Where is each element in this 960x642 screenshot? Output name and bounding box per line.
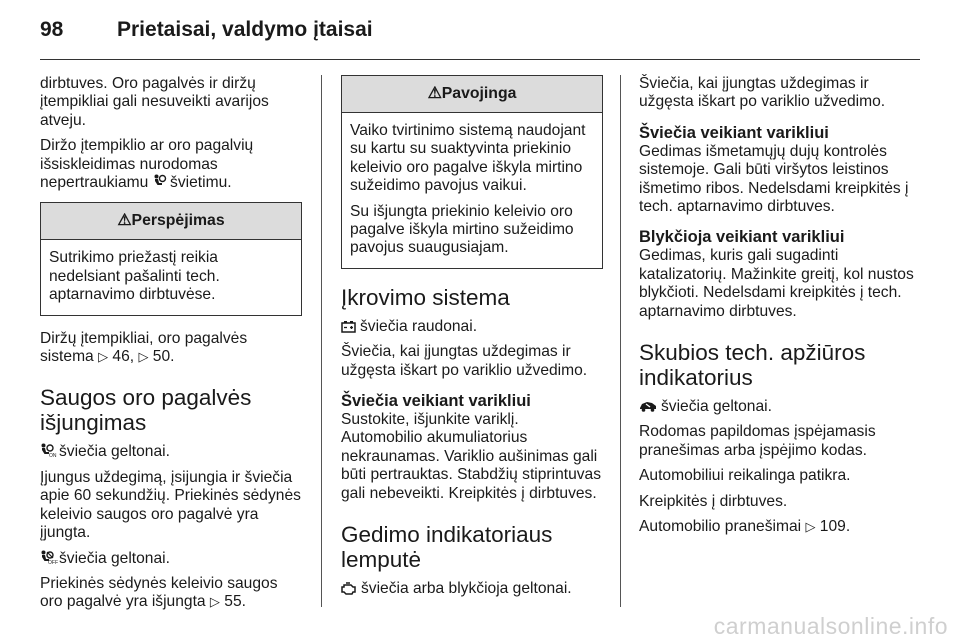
page-number: 98: [40, 18, 64, 41]
section-heading: Įkrovimo sistema: [341, 284, 510, 310]
paragraph: Diržų įtempikliai, oro pagalvės sistema ▷ 46, ▷ 50.: [40, 329, 248, 366]
paragraph: Priekinės sėdynės keleivio saugos oro pagalvė yra išjungta ▷ 55.: [40, 574, 278, 611]
section-heading: Gedimo indikatoriaus lemputė: [341, 522, 553, 573]
paragraph: Įjungus uždegimą, įsijungia ir šviečia apie 60 sekundžių. Priekinės sėdynės keleivio saugos oro pagalvė yra įjungta.: [40, 468, 301, 542]
paragraph: Kreipkitės į dirbtuves.: [639, 492, 788, 510]
paragraph: Automobilio pranešimai ▷ 109.: [639, 518, 851, 536]
danger-text: Su išjungta priekinio keleivio oro pagalve iškyla mirtino sužeidimo pavojus suaugusiajam.: [350, 202, 574, 257]
watermark: carmanualsonline.info: [713, 613, 948, 639]
airbag-icon: [153, 174, 166, 189]
page-header: [0, 0, 960, 60]
column-3: [639, 75, 920, 544]
svg-text:ON: ON: [49, 453, 57, 460]
paragraph: šviečia raudonai.: [341, 318, 603, 336]
warning-icon: ⚠: [427, 85, 442, 102]
column-divider-2: [620, 75, 621, 607]
column-divider-1: [321, 75, 322, 607]
subsection-heading: Blykčioja veikiant varikliui: [639, 228, 845, 247]
paragraph: šviečia arba blykčioja geltonai.: [341, 580, 603, 598]
svg-text:OFF: OFF: [48, 559, 58, 566]
warning-header: ⚠Perspėjimas: [41, 203, 301, 240]
header-rule: [40, 59, 920, 60]
page-reference[interactable]: 50: [152, 348, 171, 366]
engine-icon: [341, 582, 357, 595]
paragraph: Rodomas papildomas įspėjamasis pranešimas arba įspėjimo kodas.: [639, 423, 876, 459]
column-1: [40, 75, 302, 619]
paragraph: šviečia geltonai.: [639, 398, 920, 416]
paragraph: Sustokite, išjunkite variklį. Automobilio akumuliatorius nekraunamas. Variklio aušinimas gali būti pertrauktas. Stabdžių stiprintuvas gali nebeveikti. Kreipkitės į dirbtuves.: [341, 411, 602, 502]
paragraph: Automobiliui reikalinga patikra.: [639, 467, 851, 485]
danger-text: Vaiko tvirtinimo sistemą naudojant su kartu su suaktyvinta priekinio keleivio oro pagalve iškyla mirtino sužeidimo pavojus vaikui.: [350, 122, 586, 195]
page-reference-icon: ▷: [138, 349, 149, 365]
paragraph: Gedimas, kuris gali sugadinti katalizatorių. Mažinkite greitį, kol nustos blykčioti. Nedelsdami kreipkitės į tech. aptarnavimo dirbtuves.: [639, 247, 914, 320]
subsection-heading: Šviečia veikiant varikliui: [341, 392, 531, 411]
paragraph: Diržo įtempiklio ar oro pagalvių išsiskleidimas nurodomas nepertraukiamu švietimu.: [40, 137, 254, 192]
paragraph: dirbtuves. Oro pagalvės ir diržų įtempikliai gali nesuveikti avarijos atveju.: [40, 75, 269, 129]
danger-header: ⚠Pavojinga: [342, 76, 602, 113]
warning-icon: ⚠: [117, 212, 132, 230]
paragraph: Šviečia, kai įjungtas uždegimas ir užgęsta iškart po variklio užvedimo.: [639, 75, 886, 111]
paragraph: Gedimas išmetamųjų dujų kontrolės sistemoje. Gali būti viršytos leistinos išmetimo ribos. Nedelsdami kreipkitės į tech. aptarnavimo dirbtuves.: [639, 142, 909, 216]
subsection-heading: Šviečia veikiant varikliui: [639, 123, 829, 142]
column-2: [341, 75, 603, 606]
page-reference-icon: ▷: [209, 594, 220, 610]
warning-text: Sutrikimo priežastį reikia nedelsiant pašalinti tech. aptarnavimo dirbtuvėse.: [49, 249, 220, 304]
section-heading: Saugos oro pagalvės išjungimas: [40, 385, 252, 436]
paragraph: ON šviečia geltonai.: [40, 443, 302, 461]
paragraph: Šviečia, kai įjungtas uždegimas ir užgęsta iškart po variklio užvedimo.: [341, 343, 588, 379]
airbag-on-icon: [40, 443, 55, 458]
page-title: Prietaisai, valdymo įtaisai: [117, 18, 373, 41]
page-reference[interactable]: 46: [112, 348, 130, 366]
warning-box: [40, 202, 302, 315]
danger-box: [341, 75, 603, 269]
page-reference[interactable]: 55: [224, 593, 242, 611]
battery-icon: [341, 320, 356, 333]
page-reference-icon: ▷: [805, 519, 816, 535]
page-reference-icon: ▷: [98, 349, 109, 365]
page-reference[interactable]: 109: [819, 518, 846, 536]
airbag-off-icon: [40, 550, 58, 566]
section-heading: Skubios tech. apžiūros indikatorius: [639, 340, 866, 391]
paragraph: OFF šviečia geltonai.: [40, 550, 302, 568]
car-wrench-icon: [639, 400, 657, 412]
